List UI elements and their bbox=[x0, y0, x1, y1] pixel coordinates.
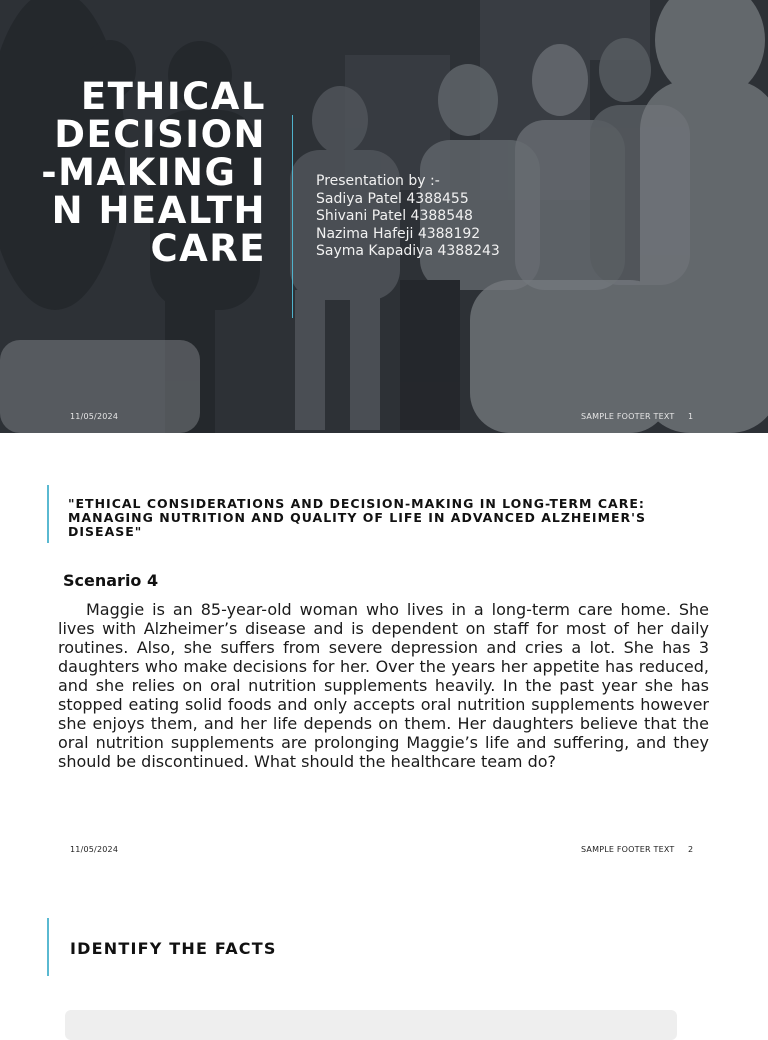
scenario-title: Scenario 4 bbox=[63, 571, 159, 590]
scenario-body: Maggie is an 85-year-old woman who lives in a long-term care home. She lives with Alzheimer’s disease and is dependent on staff for most of her daily routines. Also, she suffers from severe depression and cries a lot. She has 3 daughters who make decisions for her. Over the years her appetite has reduced, and she relies on oral nutrition supplements heavily. In the past year she has stopped eating solid foods and only accepts oral nutrition supplements however she enjoys them, and her life depends on them. Her daughters believe that the oral nutrition supplements are prolonging Maggie’s life and suffering, and they should be discontinued. What should the healthcare team do? bbox=[58, 600, 709, 771]
presenter-name: Nazima Hafeji 4388192 bbox=[316, 225, 481, 242]
slide-heading: IDENTIFY THE FACTS bbox=[70, 939, 277, 958]
slide-date: 11/05/2024 bbox=[70, 412, 119, 421]
presenters-label: Presentation by :- bbox=[316, 173, 440, 189]
content-box bbox=[65, 1010, 677, 1040]
accent-bar bbox=[47, 918, 49, 976]
presenter-list bbox=[316, 173, 500, 261]
title-slide bbox=[0, 0, 768, 433]
title-divider bbox=[292, 115, 293, 318]
facts-slide bbox=[0, 865, 768, 1024]
accent-bar bbox=[47, 485, 49, 543]
slide-heading: "ETHICAL CONSIDERATIONS AND DECISION-MAKING IN LONG-TERM CARE: MANAGING NUTRITION AND QUALITY OF LIFE IN ADVANCED ALZHEIMER'S DISEASE" bbox=[68, 496, 647, 539]
slide-footer-text: SAMPLE FOOTER TEXT bbox=[581, 412, 675, 421]
slide-number: 2 bbox=[688, 845, 694, 854]
presentation-title: ETHICAL DECISION-MAKING IN HEALTHCARE bbox=[41, 75, 266, 270]
presenter-name: Sadiya Patel 4388455 bbox=[316, 190, 469, 207]
slide-footer-text: SAMPLE FOOTER TEXT bbox=[581, 845, 675, 854]
presenter-name: Shivani Patel 4388548 bbox=[316, 208, 473, 224]
presenter-name: Sayma Kapadiya 4388243 bbox=[316, 243, 500, 259]
slide-date: 11/05/2024 bbox=[70, 845, 119, 854]
slide-number: 1 bbox=[688, 412, 694, 421]
scenario-slide bbox=[0, 433, 768, 865]
